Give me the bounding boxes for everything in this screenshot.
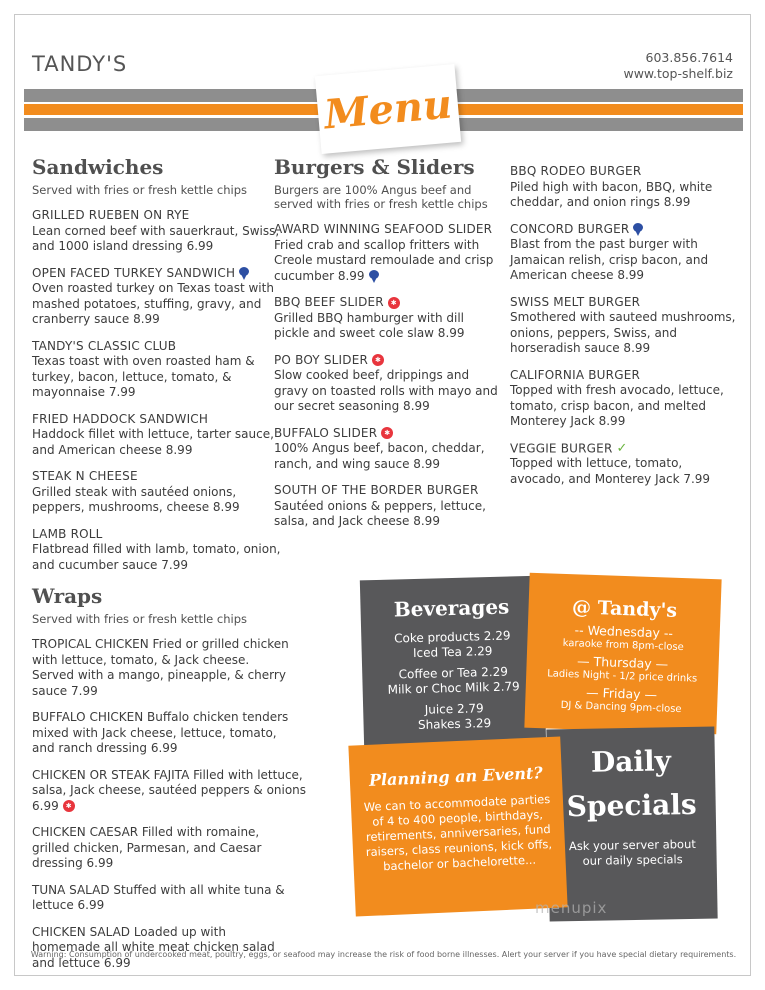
item-description: Slow cooked beef, drippings and gravy on toasted rolls with mayo and our secret seasoning 8.99 (274, 368, 498, 413)
menu-item (274, 353, 498, 415)
at-tandys-box (524, 573, 721, 735)
award-ribbon-icon (633, 223, 643, 236)
item-description: Grilled steak with sautéed onions, peppers, mushrooms, cheese 8.99 (32, 484, 240, 514)
beverage-item: Milk or Choc Milk 2.79 (387, 679, 520, 697)
sandwiches-subheading: Served with fries or fresh kettle chips (32, 183, 248, 197)
restaurant-name: TANDY'S (32, 52, 128, 76)
wraps-subheading: Served with fries or fresh kettle chips (32, 612, 248, 626)
item-name: CALIFORNIA BURGER (510, 367, 641, 382)
menu-item (32, 527, 282, 574)
item-name: CONCORD BURGER (510, 222, 740, 238)
beverages-list (361, 628, 546, 735)
beverage-item: Juice 2.79 (424, 701, 484, 717)
menu-title: Menu (322, 80, 454, 138)
item-description: Topped with lettuce, tomato, avocado, and Monterey Jack 7.99 (510, 456, 711, 486)
menu-item: CHICKEN OR STEAK FAJITA Filled with lettuce, salsa, Jack cheese, sautéed peppers & onions 6.99 ✱ (32, 767, 307, 813)
spicy-icon: ✱ (381, 427, 393, 439)
weekday-label: -- Wednesday -- (574, 622, 674, 641)
planning-event-text: We can to accommodate parties of 4 to 400 people, birthdays, retirements, anniversaries, fund raisers, class reunions, kick offs, bachelor or bachelorette... (363, 791, 553, 874)
menu-item (510, 368, 740, 430)
item-name: VEGGIE BURGER ✓ (510, 440, 628, 456)
column-sandwiches-wraps (32, 155, 307, 982)
beverages-box (360, 576, 546, 751)
item-description: Lean corned beef with sauerkraut, Swiss, and 1000 island dressing 6.99 (32, 223, 280, 253)
item-description: Oven roasted turkey on Texas toast with mashed potatoes, stuffing, gravy, and cranberry sauce 8.99 (32, 281, 274, 326)
item-name: AWARD WINNING SEAFOOD SLIDER (274, 222, 493, 236)
food-safety-warning: Warning: Consumption of undercooked meat, poultry, eggs, or seafood may increase the risk of food borne illnesses. Alert your server if you have special dietary requirements. (30, 950, 737, 959)
menu-item: BUFFALO CHICKEN Buffalo chicken tenders mixed with Jack cheese, lettuce, tomato, and ranch dressing 6.99 (32, 710, 289, 755)
item-name: GRILLED RUEBEN ON RYE (32, 208, 190, 222)
column-burgers-sliders (274, 155, 498, 541)
menu-item (32, 208, 282, 255)
sandwiches-heading: Sandwiches (32, 155, 164, 179)
beverage-item: Iced Tea 2.29 (412, 643, 493, 661)
menu-item: TUNA SALAD Stuffed with all white tuna & lettuce 6.99 (32, 882, 285, 912)
item-name: BBQ BEEF SLIDER ✱ (274, 295, 498, 311)
item-name: SOUTH OF THE BORDER BURGER (274, 483, 479, 497)
wraps-heading: Wraps (32, 584, 103, 608)
weekday-detail: DJ & Dancing 9pm-close (560, 699, 682, 716)
item-name: SWISS MELT BURGER (510, 294, 641, 309)
weekday-label: — Friday — (585, 684, 658, 703)
item-description: Smothered with sauteed mushrooms, onions, peppers, Swiss, and horseradish sauce 8.99 (510, 310, 736, 355)
menu-item (274, 295, 498, 342)
website-link[interactable]: www.top-shelf.biz (623, 66, 733, 81)
menu-item (274, 426, 498, 473)
beverages-heading: Beverages (393, 594, 510, 622)
spicy-icon: ✱ (388, 297, 400, 309)
menu-title-card (315, 64, 461, 154)
menu-item: CHICKEN SALAD Loaded up with homemade all white meat chicken salad and lettuce 6.99 (32, 924, 275, 970)
item-name: TANDY'S CLASSIC CLUB (32, 338, 177, 353)
beverage-item: Shakes 3.29 (417, 716, 492, 732)
at-tandys-heading: @ Tandy's (571, 596, 678, 622)
contact-info (623, 50, 733, 82)
item-name: OPEN FACED TURKEY SANDWICH (32, 266, 282, 282)
burgers-heading: Burgers & Sliders (274, 155, 475, 179)
phone-number: 603.856.7614 (645, 50, 733, 65)
spicy-icon: ✱ (63, 800, 75, 812)
menu-item (274, 483, 498, 530)
menu-item (510, 295, 740, 357)
watermark: menupix (535, 899, 608, 917)
item-description: Flatbread filled with lamb, tomato, onion, and cucumber sauce 7.99 (32, 542, 281, 572)
menu-item (32, 412, 282, 459)
item-name: PO BOY SLIDER ✱ (274, 353, 498, 369)
menu-item (510, 222, 740, 284)
menu-item: CHICKEN CAESAR Filled with romaine, grilled chicken, Parmesan, and Caesar dressing 6.99 (32, 825, 262, 870)
menu-item: TROPICAL CHICKEN Fried or grilled chicken with lettuce, tomato, & Jack cheese. Served with a mango, pineapple, & cherry sauce 7.99 (32, 637, 289, 698)
item-description: 100% Angus beef, bacon, cheddar, ranch, and wing sauce 8.99 (274, 441, 485, 471)
item-name: BUFFALO SLIDER ✱ (274, 426, 498, 442)
menu-item (510, 164, 740, 211)
item-description: Sautéed onions & peppers, lettuce, salsa, and Jack cheese 8.99 (274, 498, 486, 528)
item-name: LAMB ROLL (32, 526, 103, 541)
vegetarian-icon: ✓ (616, 440, 628, 456)
item-description: Haddock fillet with lettuce, tarter sauce, and American cheese 8.99 (32, 427, 274, 457)
award-ribbon-icon (369, 270, 379, 283)
daily-specials-text: Ask your server about our daily specials (568, 836, 696, 868)
menu-item (510, 441, 740, 488)
weekday-label: — Thursday — (576, 653, 669, 672)
item-description: Grilled BBQ hamburger with dill pickle and sweet cole slaw 8.99 (274, 310, 465, 340)
planning-event-box (348, 736, 567, 916)
weekday-detail: karaoke from 8pm-close (562, 637, 684, 654)
item-description: Fried crab and scallop fritters with Creole mustard remoulade and crisp cucumber 8.99 (274, 237, 494, 283)
item-name: STEAK N CHEESE (32, 469, 138, 483)
item-name: FRIED HADDOCK SANDWICH (32, 411, 209, 426)
item-description: Topped with fresh avocado, lettuce, tomato, crisp bacon, and melted Monterey Jack 8.99 (510, 383, 724, 428)
beverage-item: Coffee or Tea 2.29 (398, 664, 509, 682)
item-description: Piled high with bacon, BBQ, white cheddar, and onion rings 8.99 (510, 179, 713, 209)
daily-specials-heading: Daily Specials (566, 744, 697, 824)
menu-item (32, 469, 282, 516)
daily-specials-box (546, 727, 717, 922)
spicy-icon: ✱ (372, 354, 384, 366)
item-description: Blast from the past burger with Jamaican relish, crisp bacon, and American cheese 8.99 (510, 237, 709, 282)
weekday-detail: Ladies Night - 1/2 price drinks (546, 668, 698, 685)
column-more-burgers (510, 164, 740, 498)
item-name: BBQ RODEO BURGER (510, 164, 642, 178)
item-description: Texas toast with oven roasted ham & turkey, bacon, lettuce, tomato, & mayonnaise 7.99 (32, 354, 255, 399)
planning-event-heading: Planning an Event? (368, 763, 544, 790)
beverage-item: Coke products 2.29 (393, 628, 511, 646)
menu-item (32, 266, 282, 328)
menu-item (274, 222, 498, 284)
award-ribbon-icon (239, 267, 249, 280)
menu-item (32, 339, 282, 401)
burgers-subheading: Burgers are 100% Angus beef and served with fries or fresh kettle chips (274, 183, 488, 211)
